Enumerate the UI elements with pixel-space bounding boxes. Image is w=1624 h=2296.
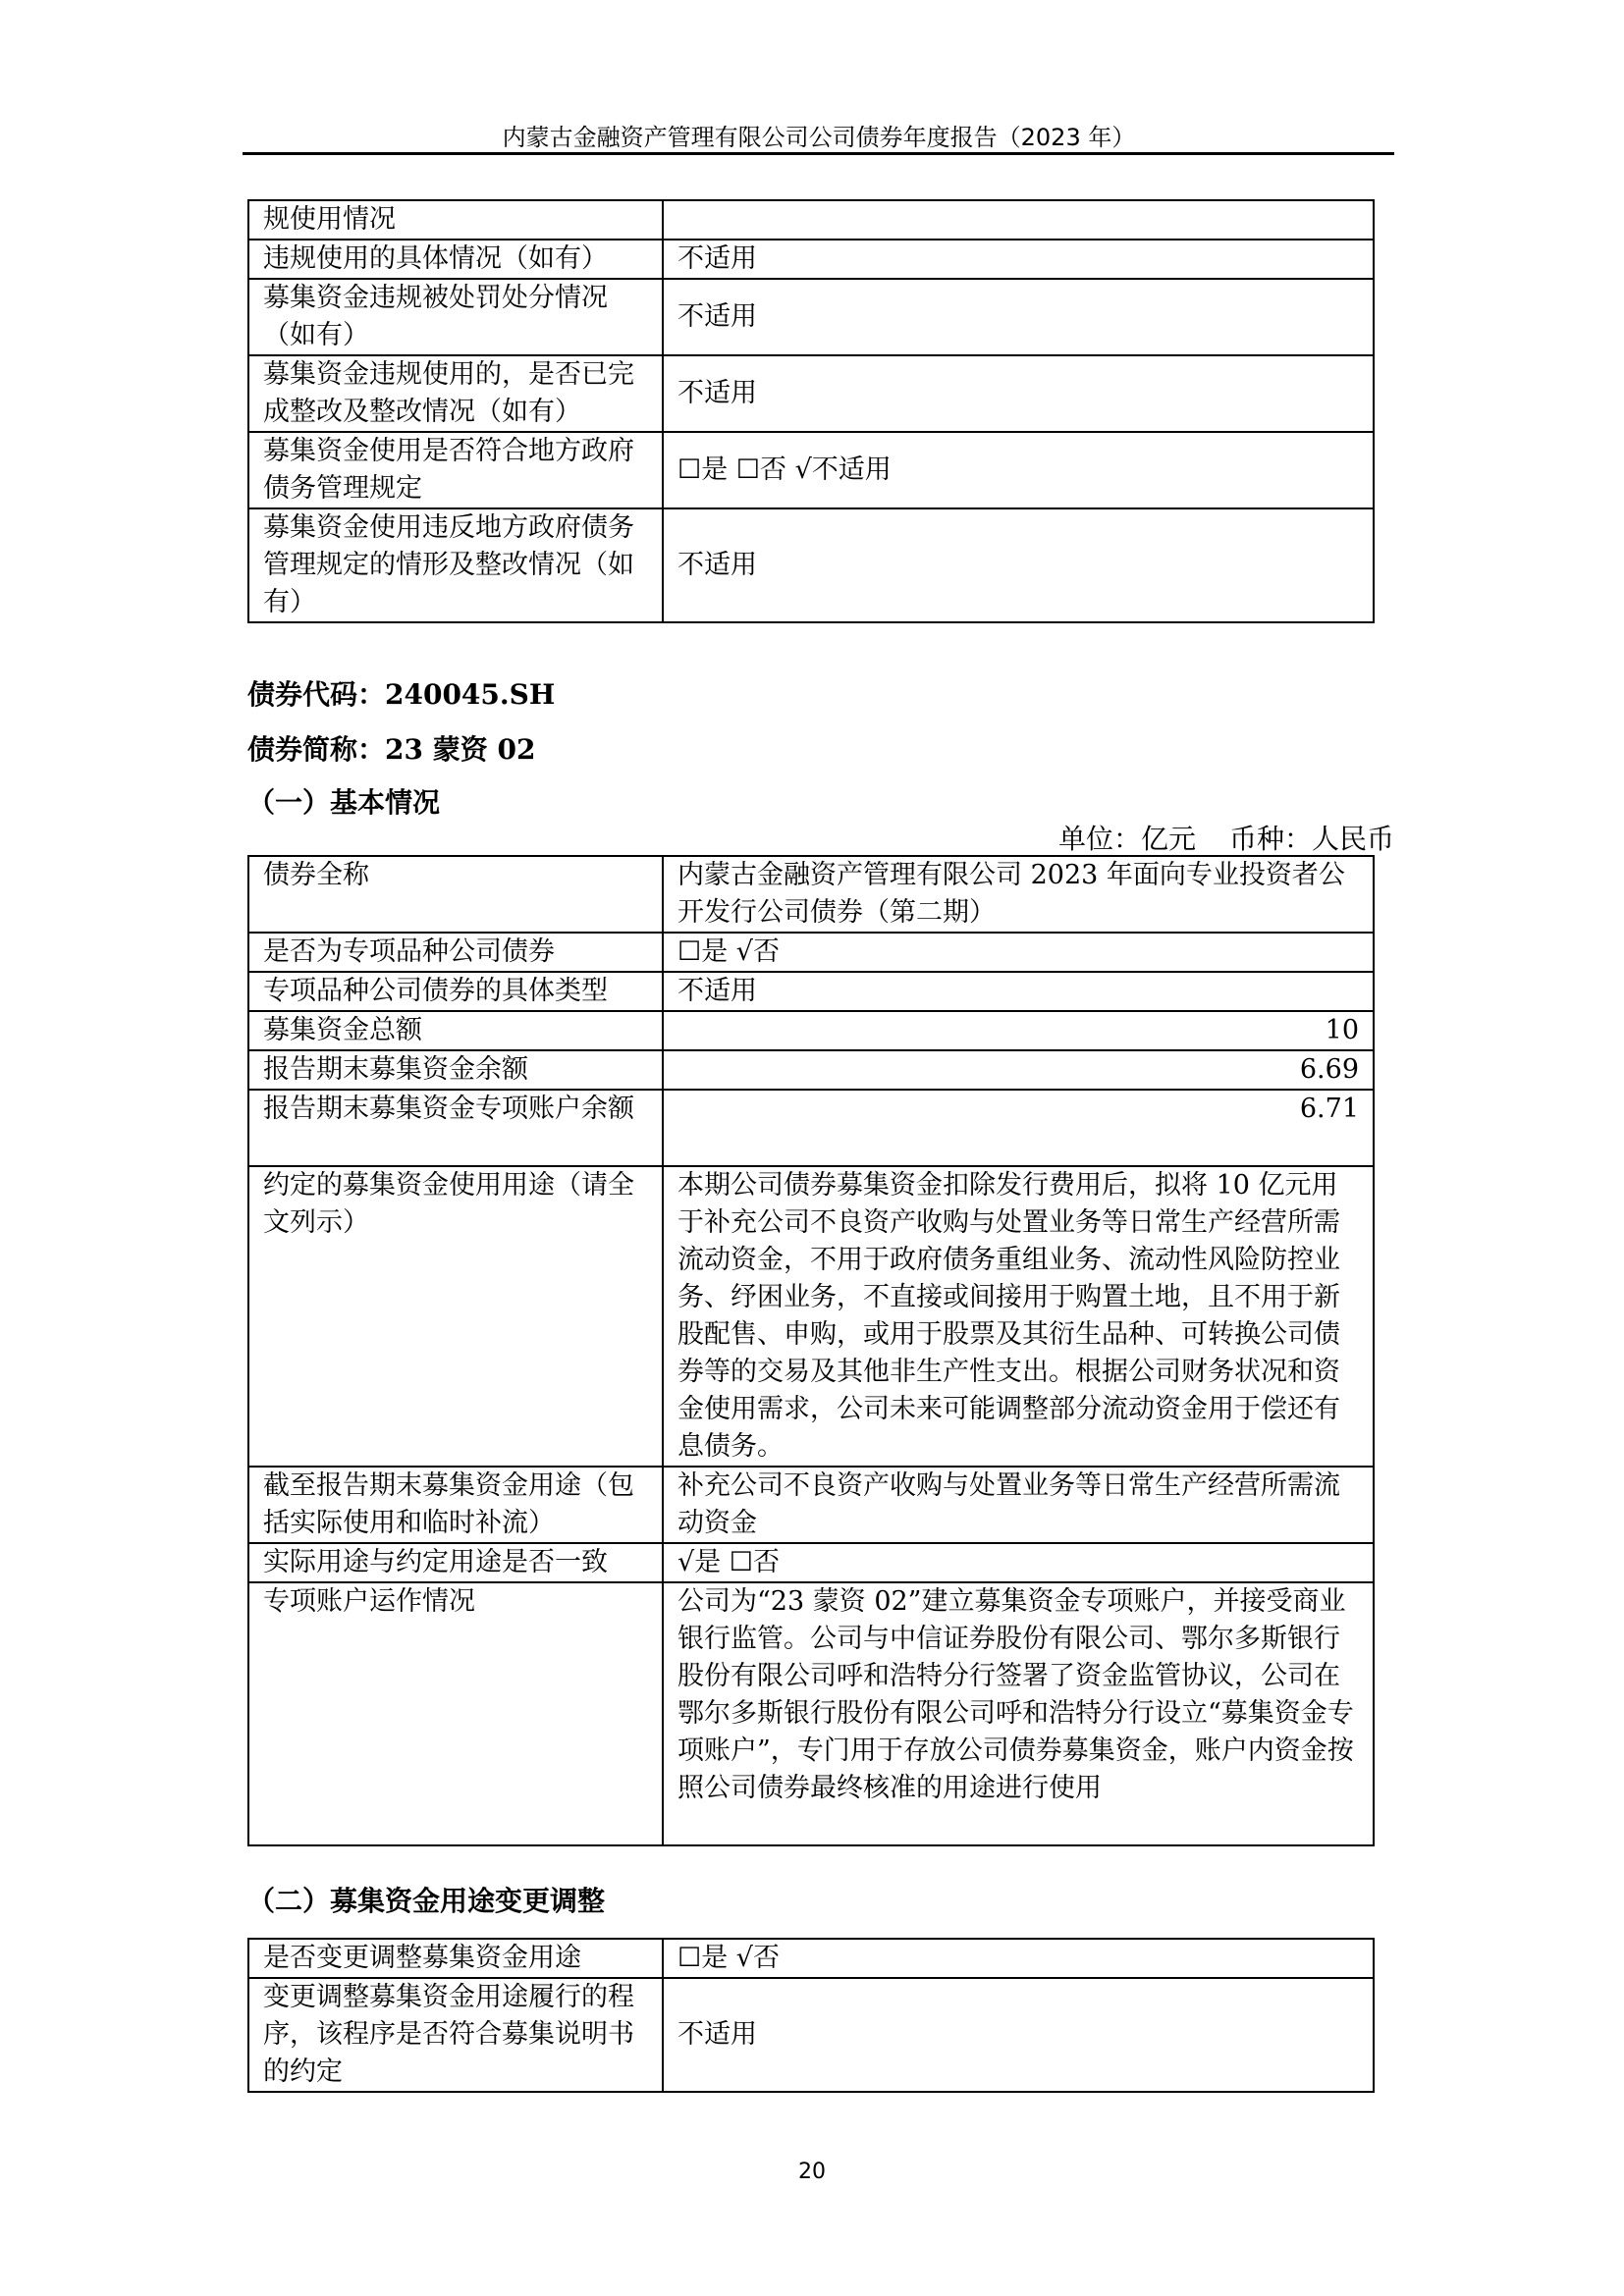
- row-value: 不适用: [663, 279, 1374, 355]
- table-row: [248, 279, 1374, 355]
- table-row: [248, 432, 1374, 508]
- row-label: 报告期末募集资金专项账户余额: [248, 1090, 663, 1166]
- row-label: 报告期末募集资金余额: [248, 1050, 663, 1090]
- currency-label: 币种：人民币: [1228, 823, 1394, 855]
- table-row: [248, 972, 1374, 1011]
- row-label: 截至报告期末募集资金用途（包括实际使用和临时补流）: [248, 1467, 663, 1543]
- row-label: 募集资金使用是否符合地方政府债务管理规定: [248, 432, 663, 508]
- row-value: ☐是 √否: [663, 933, 1374, 972]
- row-value: 6.69: [663, 1050, 1374, 1090]
- table-row: [248, 200, 1374, 240]
- table-row: [248, 1166, 1374, 1467]
- row-value: ☐是 √否: [663, 1939, 1374, 1978]
- row-label: 违规使用的具体情况（如有）: [248, 240, 663, 279]
- row-value: 不适用: [663, 1978, 1374, 2092]
- row-value: 6.71: [663, 1090, 1374, 1166]
- row-value: 不适用: [663, 972, 1374, 1011]
- bond-short-name: 债券简称：23 蒙资 02: [247, 733, 536, 766]
- page-number: 20: [798, 2160, 826, 2184]
- row-label: 实际用途与约定用途是否一致: [248, 1543, 663, 1582]
- table-row: [248, 1050, 1374, 1090]
- header-divider: [243, 152, 1394, 155]
- row-value: √是 ☐否: [663, 1543, 1374, 1582]
- row-label: 是否变更调整募集资金用途: [248, 1939, 663, 1978]
- row-label: 是否为专项品种公司债券: [248, 933, 663, 972]
- row-label: 约定的募集资金使用用途（请全文列示）: [248, 1166, 663, 1467]
- row-value: 不适用: [663, 240, 1374, 279]
- row-value: [663, 200, 1374, 240]
- row-value: 本期公司债券募集资金扣除发行费用后，拟将 10 亿元用于补充公司不良资产收购与处置业务等日常生产经营所需流动资金，不用于政府债务重组业务、流动性风险防控业务、纾困业务，不直接或间接用于购置土地，且不用于新股配售、申购，或用于股票及其衍生品种、可转换公司债券等的交易及其他非生产性支出。根据公司财务状况和资金使用需求，公司未来可能调整部分流动资金用于偿还有息债务。: [663, 1166, 1374, 1467]
- section-title-basic-info: （一）基本情况: [247, 786, 441, 819]
- row-value: 不适用: [663, 355, 1374, 432]
- row-value: 10: [663, 1011, 1374, 1050]
- row-value: ☐是 ☐否 √不适用: [663, 432, 1374, 508]
- unit-currency-line: [884, 818, 1394, 857]
- bond-code: 债券代码：240045.SH: [247, 678, 556, 711]
- row-label: 募集资金违规使用的，是否已完成整改及整改情况（如有）: [248, 355, 663, 432]
- unit-label: 单位：亿元: [1057, 823, 1196, 855]
- table-row: [248, 1090, 1374, 1166]
- section-title-usage-change: （二）募集资金用途变更调整: [247, 1885, 606, 1917]
- page-header: 内蒙古金融资产管理有限公司公司债券年度报告（2023 年）: [502, 124, 1136, 151]
- row-label: 专项品种公司债券的具体类型: [248, 972, 663, 1011]
- row-value: 补充公司不良资产收购与处置业务等日常生产经营所需流动资金: [663, 1467, 1374, 1543]
- fund-usage-compliance-table: [247, 199, 1375, 623]
- row-label: 募集资金违规被处罚处分情况（如有）: [248, 279, 663, 355]
- table-row: [248, 1467, 1374, 1543]
- table-row: [248, 856, 1374, 933]
- table-row: [248, 508, 1374, 622]
- row-label: 专项账户运作情况: [248, 1582, 663, 1845]
- table-row: [248, 933, 1374, 972]
- row-label: 规使用情况: [248, 200, 663, 240]
- bond-basic-info-table: [247, 855, 1375, 1846]
- row-label: 募集资金总额: [248, 1011, 663, 1050]
- table-row: [248, 1978, 1374, 2092]
- row-value: 不适用: [663, 508, 1374, 622]
- row-label: 债券全称: [248, 856, 663, 933]
- table-row: [248, 1543, 1374, 1582]
- fund-usage-change-table: [247, 1938, 1375, 2093]
- table-row: [248, 1011, 1374, 1050]
- table-row: [248, 1582, 1374, 1845]
- table-row: [248, 1939, 1374, 1978]
- row-value: 公司为“23 蒙资 02”建立募集资金专项账户，并接受商业银行监管。公司与中信证券股份有限公司、鄂尔多斯银行股份有限公司呼和浩特分行签署了资金监管协议，公司在鄂尔多斯银行股份有限公司呼和浩特分行设立“募集资金专项账户”，专门用于存放公司债券募集资金，账户内资金按照公司债券最终核准的用途进行使用: [663, 1582, 1374, 1845]
- row-value: 内蒙古金融资产管理有限公司 2023 年面向专业投资者公开发行公司债券（第二期）: [663, 856, 1374, 933]
- table-row: [248, 240, 1374, 279]
- row-label: 变更调整募集资金用途履行的程序，该程序是否符合募集说明书的约定: [248, 1978, 663, 2092]
- row-label: 募集资金使用违反地方政府债务管理规定的情形及整改情况（如有）: [248, 508, 663, 622]
- table-row: [248, 355, 1374, 432]
